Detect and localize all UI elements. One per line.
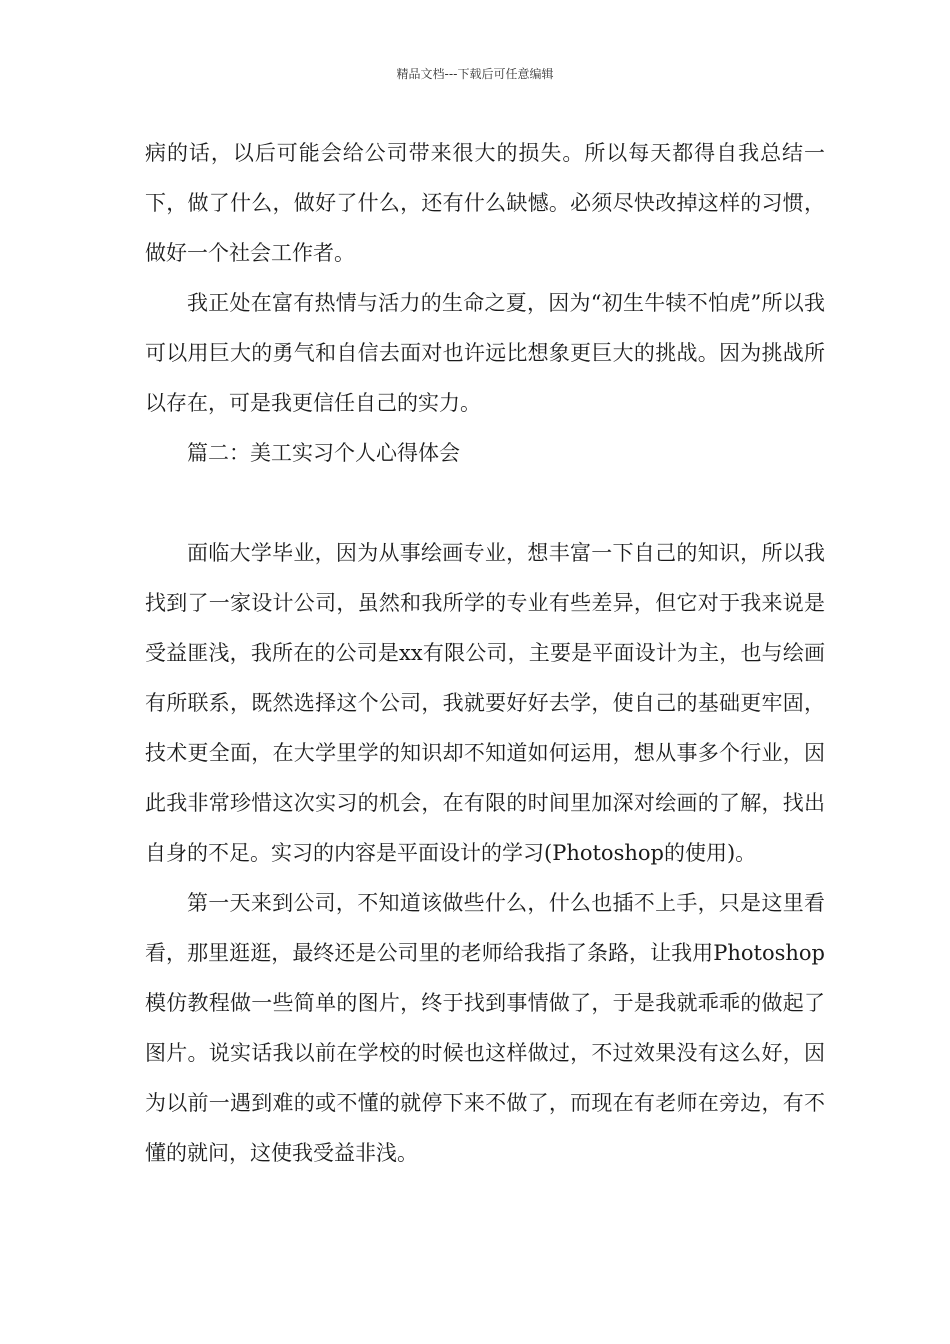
page-header: 精品文档---下载后可任意编辑: [396, 67, 554, 81]
paragraph-continuation: 病的话，以后可能会给公司带来很大的损失。所以每天都得自我总结一下，做了什么，做好了什么，还有什么缺憾。必须尽快改掉这样的习惯，做好一个社会工作者。: [145, 141, 825, 265]
section-title: 篇二：美工实习个人心得体会: [187, 441, 460, 465]
paragraph-summer-of-life: 我正处在富有热情与活力的生命之夏，因为“初生牛犊不怕虎”所以我可以用巨大的勇气和自信去面对也许远比想象更巨大的挑战。因为挑战所以存在，可是我更信任自己的实力。: [145, 291, 825, 415]
paragraph-graduation: 面临大学毕业，因为从事绘画专业，想丰富一下自己的知识，所以我找到了一家设计公司，虽然和我所学的专业有些差异，但它对于我来说是受益匪浅，我所在的公司是xx有限公司，主要是平面设计为主，也与绘画有所联系，既然选择这个公司，我就要好好去学，使自己的基础更牢固，技术更全面，在大学里学的知识却不知道如何运用，想从事多个行业，因此我非常珍惜这次实习的机会，在有限的时间里加深对绘画的了解，找出自身的不足。实习的内容是平面设计的学习(Photoshop的使用)。: [145, 541, 825, 865]
document-body: [145, 128, 825, 1178]
paragraph-first-day: 第一天来到公司，不知道该做些什么，什么也插不上手，只是这里看看，那里逛逛，最终还是公司里的老师给我指了条路，让我用Photoshop模仿教程做一些简单的图片，终于找到事情做了，于是我就乖乖的做起了图片。说实话我以前在学校的时候也这样做过，不过效果没有这么好，因为以前一遇到难的或不懂的就停下来不做了，而现在有老师在旁边，有不懂的就问，这使我受益非浅。: [145, 891, 825, 1165]
blank-line: [145, 478, 825, 528]
